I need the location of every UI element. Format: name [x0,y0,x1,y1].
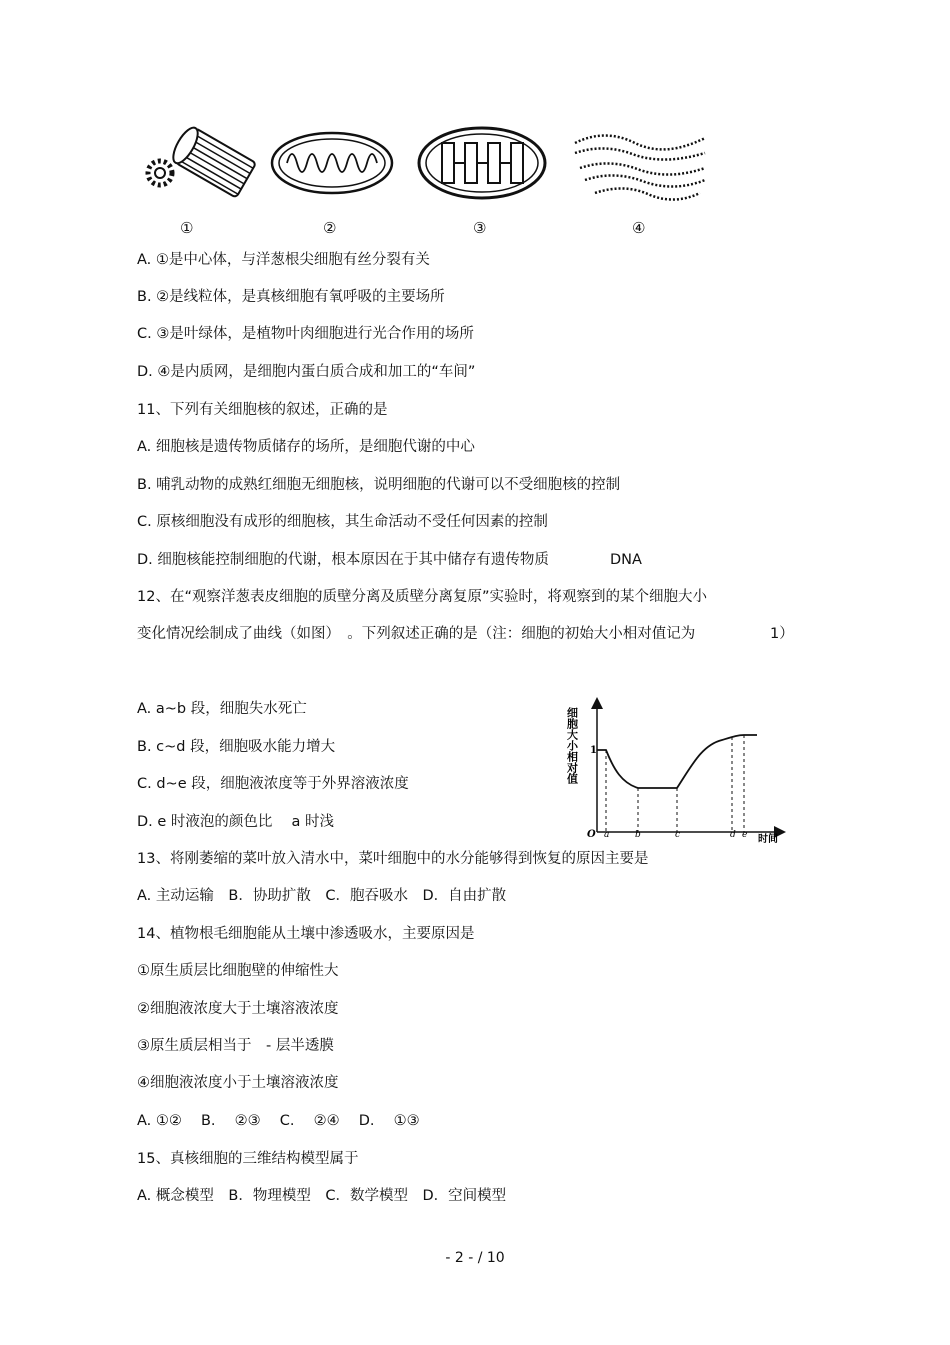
q12-option-a: A. a~b 段，细胞失水死亡 [137,701,307,717]
q10-option-a: A. ①是中心体，与洋葱根尖细胞有丝分裂有关 [137,252,430,268]
endoplasmic-reticulum-drawing [575,136,705,200]
q12-option-c: C. d~e 段，细胞液浓度等于外界溶液浓度 [137,776,409,792]
x-axis-label: 时间 [758,834,778,845]
q11-option-a: A. 细胞核是遗传物质储存的场所，是细胞代谢的中心 [137,439,475,455]
origin-label: O [587,829,596,840]
x-tick-label-a: a [604,830,610,840]
q15-options: A. 概念模型 B．物理模型 C．数学模型 D．空间模型 [137,1188,507,1204]
q11-stem: 11、下列有关细胞核的叙述，正确的是 [137,402,388,418]
q14-item-2: ②细胞液浓度大于土壤溶液浓度 [137,1001,339,1017]
q14-item-1: ①原生质层比细胞壁的伸缩性大 [137,963,339,979]
organelle-label-2: ② [323,219,337,237]
organelle-label-1: ① [180,219,194,237]
organelle-label-4: ④ [632,219,646,237]
q13-options: A. 主动运输 B．协助扩散 C．胞吞吸水 D．自由扩散 [137,888,507,904]
q11-option-c: C. 原核细胞没有成形的细胞核，其生命活动不受任何因素的控制 [137,514,548,530]
q14-options: A. ①② B. ②③ C. ②④ D. ①③ [137,1113,420,1129]
x-tick-label-d: d [730,830,736,840]
q14-item-4: ④细胞液浓度小于土壤溶液浓度 [137,1075,339,1091]
x-tick-label-c: c [675,830,681,840]
q11-option-b: B. 哺乳动物的成熟红细胞无细胞核，说明细胞的代谢可以不受细胞核的控制 [137,477,621,493]
y-axis-label: 细胞大小相对值 [565,707,579,784]
q10-option-b: B. ②是线粒体，是真核细胞有氧呼吸的主要场所 [137,289,445,305]
q12-option-b: B. c~d 段，细胞吸水能力增大 [137,739,336,755]
q14-stem: 14、植物根毛细胞能从土壤中渗透吸水，主要原因是 [137,926,475,942]
q15-stem: 15、真核细胞的三维结构模型属于 [137,1151,359,1167]
q12-option-d: D. e 时液泡的颜色比 a 时浅 [137,814,335,830]
q13-stem: 13、将刚萎缩的菜叶放入清水中，菜叶细胞中的水分能够得到恢复的原因主要是 [137,851,649,867]
page-number: - 2 - / 10 [445,1250,505,1266]
q12-stem-end: 1） [770,626,794,642]
chloroplast-drawing [419,128,545,198]
q11-option-d-dna: DNA [610,552,642,568]
q14-item-3: ③原生质层相当于 - 层半透膜 [137,1038,334,1054]
q12-stem-line2: 变化情况绘制成了曲线（如图） 。下列叙述正确的是（注：细胞的初始大小相对值记为 [137,626,696,642]
organelle-label-3: ③ [473,219,487,237]
x-tick-label-b: b [635,830,641,840]
cell-size-curve [597,735,757,788]
q11-option-d: D. 细胞核能控制细胞的代谢，根本原因在于其中储存有遗传物质 [137,552,549,568]
q10-option-d: D. ④是内质网，是细胞内蛋白质合成和加工的“车间” [137,364,476,380]
q10-option-c: C. ③是叶绿体，是植物叶肉细胞进行光合作用的场所 [137,326,474,342]
q12-stem-line1: 12、在“观察洋葱表皮细胞的质壁分离及质壁分离复原”实验时，将观察到的某个细胞大小 [137,589,707,605]
cell-size-chart [562,695,787,850]
mitochondrion-drawing [272,133,392,193]
y-tick-label-1: 1 [590,745,597,756]
centriole-drawing [148,124,256,198]
x-tick-label-e: e [742,830,748,840]
